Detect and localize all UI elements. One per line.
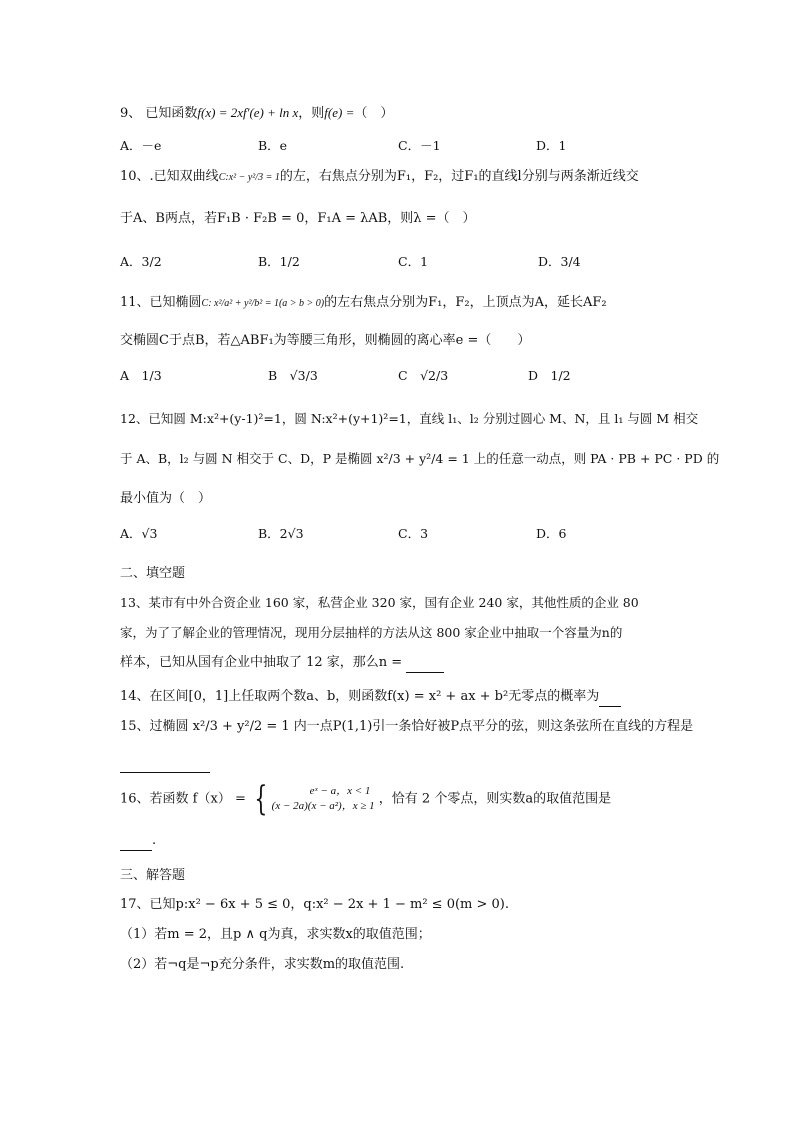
q16-line1: 16、若函数 f（x） = { eˣ − a，x < 1 (x − 2a)(x − a²)，x ≥ 1 ，恰有 2 个零点，则实数a的取值范围是 bbox=[120, 779, 612, 819]
q11-line2: 交椭圆C于点B，若△ABF₁为等腰三角形，则椭圆的离心率e =（ ） bbox=[120, 333, 531, 348]
q12-option-b: B．2√3 bbox=[258, 526, 304, 541]
q10-line2: 于A、B两点，若F₁B · F₂B = 0，F₁A = λAB，则λ =（ ） bbox=[120, 211, 476, 226]
q16-answer-line: . bbox=[120, 832, 156, 851]
q13-line2: 家，为了了解企业的管理情况，现用分层抽样的方法从这 800 家企业中抽取一个容量为n的 bbox=[120, 625, 623, 640]
q11-option-b: B √3/3 bbox=[268, 368, 318, 383]
q13-line1: 13、某市有中外合资企业 160 家，私营企业 320 家，国有企业 240 家，其他性质的企业 80 bbox=[120, 595, 639, 610]
q15-line1: 15、过椭圆 x²/3 + y²/2 = 1 内一点P(1,1)引一条恰好被P点平分的弦，则这条弦所在直线的方程是 bbox=[120, 719, 694, 734]
q12-line2: 于 A、B，l₂ 与圆 N 相交于 C、D，P 是椭圆 x²/3 + y²/4 = 1 上的任意一动点，则 PA · PB + PC · PD 的 bbox=[120, 451, 720, 466]
q9-option-c: C．－1 bbox=[398, 138, 441, 153]
q14-answer-blank bbox=[599, 688, 621, 707]
section-heading-solutions: 三、解答题 bbox=[120, 868, 186, 883]
q9-option-d: D．1 bbox=[536, 138, 567, 153]
q17-part2: （2）若¬q是¬p充分条件，求实数m的取值范围. bbox=[120, 957, 405, 972]
q10-option-d: D．3/4 bbox=[538, 254, 581, 269]
q12-option-c: C．3 bbox=[398, 526, 429, 541]
q10-line1: 10、.已知双曲线C:x² − y²/3 = 1的左，右焦点分别为F₁，F₂，过F₁的直线l分别与两条渐近线交 bbox=[120, 169, 639, 184]
q13-line3: 样本，已知从国有企业中抽取了 12 家，那么n = bbox=[120, 654, 444, 673]
q12-option-a: A．√3 bbox=[120, 526, 158, 541]
q17-line1: 17、已知p:x² − 6x + 5 ≤ 0，q:x² − 2x + 1 − m² ≤ 0(m > 0). bbox=[120, 897, 509, 912]
section-heading-fill-in: 二、填空题 bbox=[120, 566, 186, 581]
q9-option-b: B．e bbox=[258, 138, 288, 153]
q10-option-a: A．3/2 bbox=[120, 254, 162, 269]
q17-part1: （1）若m = 2，且p ∧ q为真，求实数x的取值范围； bbox=[120, 927, 431, 942]
q12-line1: 12、已知圆 M:x²+(y-1)²=1，圆 N:x²+(y+1)²=1，直线 l₁、l₂ 分别过圆心 M、N，且 l₁ 与圆 M 相交 bbox=[120, 411, 699, 426]
q12-option-d: D．6 bbox=[536, 526, 567, 541]
q11-option-a: A 1/3 bbox=[120, 368, 162, 383]
q11-line1: 11、已知椭圆C: x²/a² + y²/b² = 1(a > b > 0)的左右焦点分别为F₁，F₂，上顶点为A，延长AF₂ bbox=[120, 295, 607, 310]
q14-line1: 14、在区间[0，1]上任取两个数a、b，则函数f(x) = x² + ax + b²无零点的概率为 bbox=[120, 688, 621, 707]
q10-option-b: B．1/2 bbox=[258, 254, 300, 269]
q16-answer-blank bbox=[120, 832, 152, 851]
q10-option-c: C．1 bbox=[398, 254, 429, 269]
q11-option-c: C √2/3 bbox=[398, 368, 449, 383]
q16-piecewise: eˣ − a，x < 1 (x − 2a)(x − a²)，x ≥ 1 bbox=[271, 785, 375, 812]
q9-option-a: A．－e bbox=[120, 138, 162, 153]
brace-symbol: { bbox=[254, 779, 268, 819]
q9-stem: 9、 已知函数f(x) = 2xf′(e) + ln x，则f(e) =（ ） bbox=[120, 105, 394, 121]
q13-answer-blank bbox=[406, 654, 444, 673]
q15-answer-blank bbox=[120, 772, 210, 773]
q12-line3: 最小值为（ ） bbox=[120, 491, 212, 506]
q11-option-d: D 1/2 bbox=[528, 368, 571, 383]
